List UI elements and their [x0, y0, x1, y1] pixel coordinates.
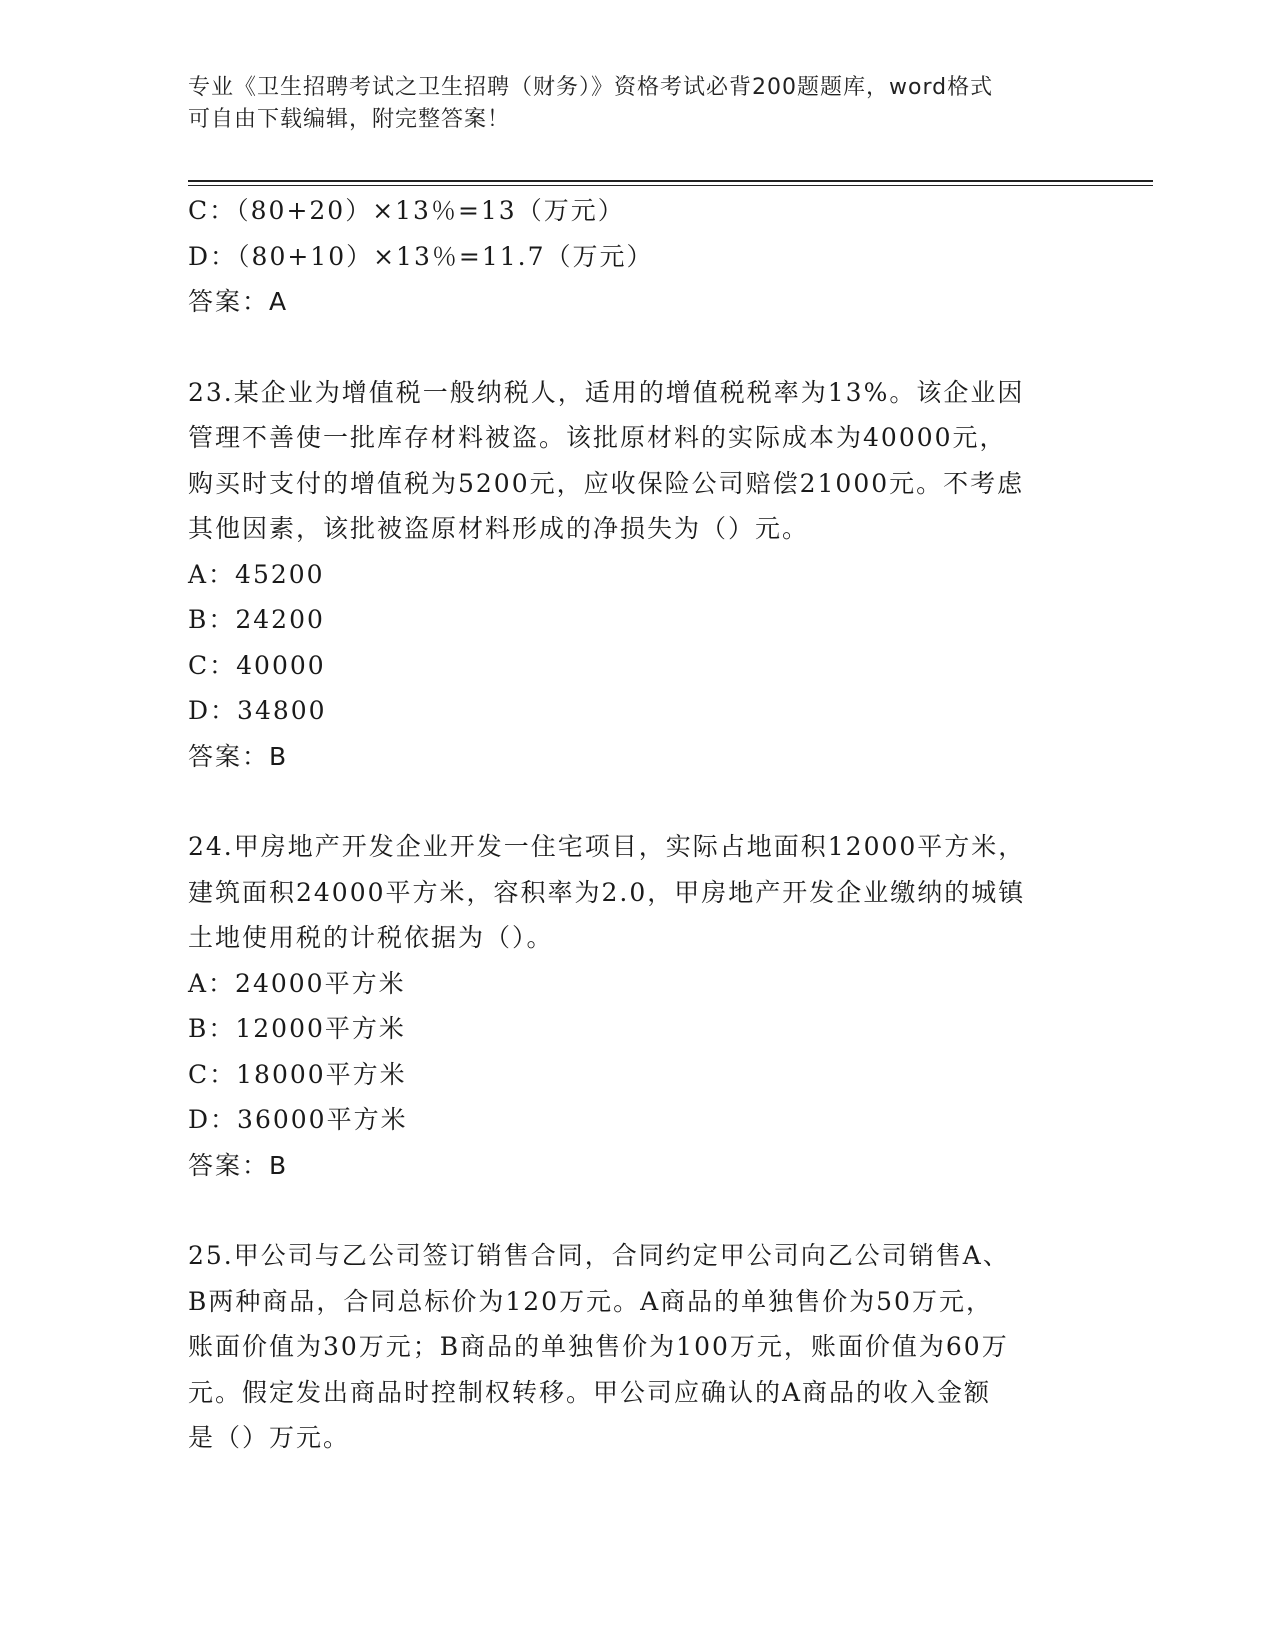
question-23-line: 管理不善使一批库存材料被盗。该批原材料的实际成本为40000元， — [188, 423, 1007, 452]
spacer — [188, 1188, 1088, 1233]
question-23-line: 购买时支付的增值税为5200元，应收保险公司赔偿21000元。不考虑 — [188, 468, 1025, 498]
prev-option-d: D：（80+10）×13％=11.7（万元） — [188, 241, 654, 271]
question-24-line: 土地使用税的计税依据为（）。 — [188, 923, 554, 952]
question-24-option-c: C：18000平方米 — [188, 1059, 407, 1089]
spacer — [188, 325, 1088, 370]
question-25-line: 25.甲公司与乙公司签订销售合同，合同约定甲公司向乙公司销售A、 — [188, 1241, 1010, 1270]
question-23-line: 23.某企业为增值税一般纳税人，适用的增值税税率为13%。该企业因 — [188, 377, 1025, 407]
question-25-line: 元。假定发出商品时控制权转移。甲公司应确认的A商品的收入金额 — [188, 1377, 992, 1407]
question-25-line: B两种商品，合同总标价为120万元。A商品的单独售价为50万元， — [188, 1286, 993, 1316]
header-line-1: 专业《卫生招聘考试之卫生招聘（财务）》资格考试必背200题题库，word格式 — [188, 75, 994, 100]
header-line-2: 可自由下载编辑，附完整答案！ — [188, 107, 511, 132]
question-23-option-c: C：40000 — [188, 650, 326, 680]
question-24-line: 24.甲房地产开发企业开发一住宅项目，实际占地面积12000平方米， — [188, 832, 1026, 861]
question-24-line: 建筑面积24000平方米，容积率为2.0，甲房地产开发企业缴纳的城镇 — [188, 877, 1026, 907]
question-25-line: 账面价值为30万元；B商品的单独售价为100万元，账面价值为60万 — [188, 1332, 1009, 1361]
question-23 — [188, 370, 1088, 780]
question-23-option-d: D：34800 — [188, 696, 327, 725]
header-divider — [188, 180, 1153, 182]
question-25 — [188, 1233, 1088, 1461]
prev-option-c: C：（80+20）×13％=13（万元） — [188, 196, 625, 225]
question-23-line: 其他因素，该批被盗原材料形成的净损失为（）元。 — [188, 514, 810, 543]
prev-answer: 答案：A — [188, 287, 289, 316]
question-24-option-b: B：12000平方米 — [188, 1014, 406, 1043]
document-header — [188, 72, 1068, 136]
document-body — [188, 188, 1088, 1461]
question-24-option-a: A：24000平方米 — [188, 968, 406, 998]
question-24-option-d: D：36000平方米 — [188, 1105, 408, 1134]
question-23-option-a: A：45200 — [188, 559, 325, 589]
question-24 — [188, 824, 1088, 1188]
question-25-line: 是（）万元。 — [188, 1423, 351, 1452]
header-divider-thin — [188, 185, 1153, 186]
question-23-option-b: B：24200 — [188, 605, 325, 634]
question-24-answer: 答案：B — [188, 1150, 289, 1180]
question-23-answer: 答案：B — [188, 741, 289, 771]
spacer — [188, 779, 1088, 824]
